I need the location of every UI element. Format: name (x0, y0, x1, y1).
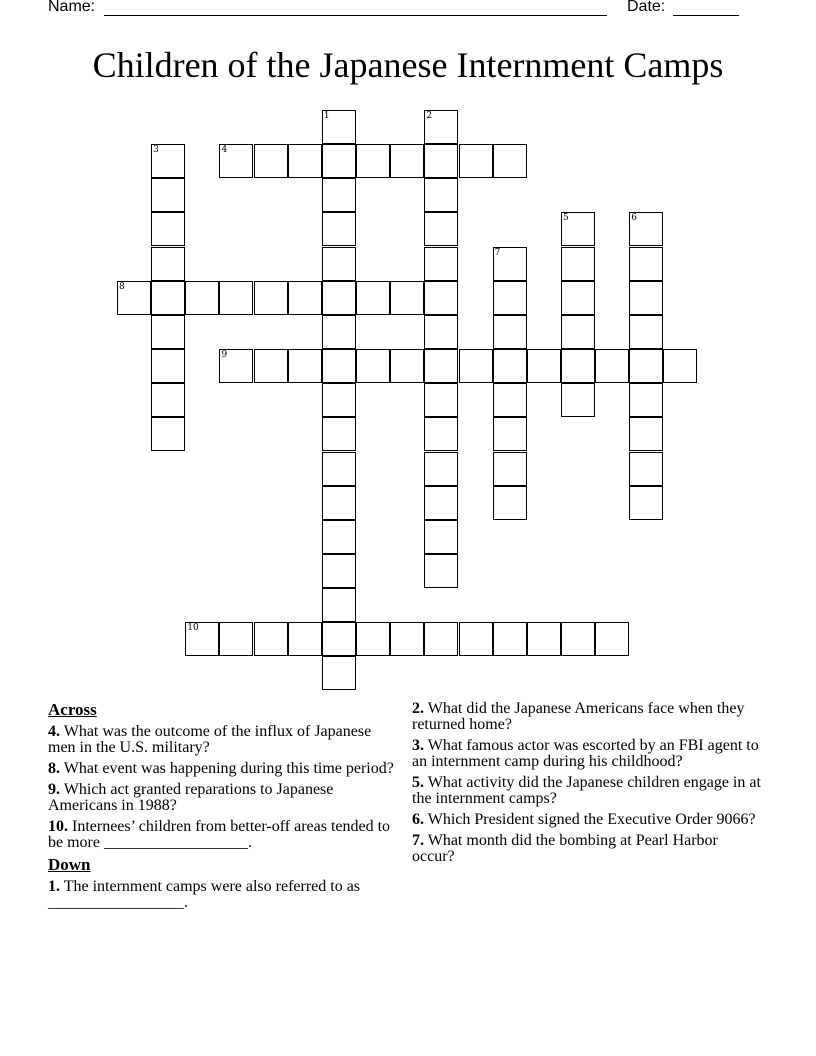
clue-number: 1. (48, 878, 60, 895)
grid-cell[interactable] (493, 247, 527, 281)
grid-cell[interactable] (390, 281, 424, 315)
grid-cell[interactable] (254, 144, 288, 178)
clue-number-label: 5 (562, 213, 569, 224)
grid-cell[interactable] (629, 212, 663, 246)
clue-text: What was the outcome of the influx of Japanese men in the U.S. military? (48, 723, 372, 756)
clue-text: What month did the bombing at Pearl Harbor occur? (412, 832, 718, 865)
clue-number-label: 1 (323, 111, 330, 121)
grid-cell[interactable] (561, 349, 595, 383)
grid-cell[interactable] (151, 144, 185, 178)
clue-number-label: 8 (119, 281, 125, 292)
clue-number-label: 10 (187, 623, 199, 634)
grid-cell[interactable] (288, 349, 322, 383)
grid-cell[interactable] (561, 383, 595, 417)
grid-cell[interactable] (424, 178, 458, 212)
clue-number-label: 7 (494, 247, 501, 258)
grid-cell[interactable] (595, 349, 629, 383)
grid-cell[interactable] (356, 349, 390, 383)
grid-cell[interactable] (424, 486, 458, 520)
clue-number: 5. (412, 774, 424, 791)
clue-number-label: 6 (631, 213, 637, 224)
grid-cell[interactable] (322, 144, 356, 178)
grid-cell[interactable] (254, 349, 288, 383)
grid-cell[interactable] (561, 247, 595, 281)
clue-text: Which act granted reparations to Japanese Americans in 1988? (48, 781, 334, 814)
grid-cell[interactable] (322, 281, 356, 315)
grid-cell[interactable] (459, 144, 493, 178)
grid-cell[interactable] (459, 349, 493, 383)
date-label: Date: (627, 0, 666, 15)
down-clue-1 (48, 879, 398, 911)
grid-cell[interactable] (629, 417, 663, 451)
clue-number: 2. (412, 700, 424, 717)
grid-cell[interactable] (424, 554, 458, 588)
grid-cell[interactable] (424, 349, 458, 383)
grid-cell[interactable] (629, 452, 663, 486)
grid-cell[interactable] (151, 212, 185, 246)
grid-cell[interactable] (117, 281, 151, 315)
grid-cell[interactable] (424, 520, 458, 554)
grid-cell[interactable] (322, 178, 356, 212)
clue-number-label: 2 (426, 111, 433, 121)
grid-cell[interactable] (629, 349, 663, 383)
grid-cell[interactable] (424, 212, 458, 246)
clue-number: 6. (412, 811, 424, 828)
grid-cell[interactable] (219, 349, 253, 383)
down-clue-5 (412, 775, 762, 807)
grid-cell[interactable] (424, 452, 458, 486)
grid-cell[interactable] (493, 144, 527, 178)
grid-cell[interactable] (151, 315, 185, 349)
grid-cell[interactable] (527, 349, 561, 383)
clue-text: The internment camps were also referred to as _________________. (48, 878, 361, 911)
down-clue-7 (412, 833, 762, 865)
grid-cell[interactable] (288, 622, 322, 656)
across-clue-10 (48, 819, 398, 851)
grid-cell[interactable] (629, 281, 663, 315)
down-clue-2 (412, 701, 762, 733)
grid-cell[interactable] (322, 656, 356, 690)
grid-cell[interactable] (322, 110, 356, 144)
grid-cell[interactable] (185, 622, 219, 656)
grid-cell[interactable] (561, 622, 595, 656)
grid-cell[interactable] (254, 622, 288, 656)
grid-cell[interactable] (424, 383, 458, 417)
clue-number: 3. (412, 737, 424, 754)
clue-number: 10. (48, 818, 68, 835)
grid-cell[interactable] (493, 486, 527, 520)
grid-cell[interactable] (322, 452, 356, 486)
grid-cell[interactable] (219, 281, 253, 315)
grid-cell[interactable] (322, 417, 356, 451)
grid-cell[interactable] (561, 212, 595, 246)
clue-text: Internees’ children from better-off areas tended to be more __________________. (48, 818, 391, 851)
grid-cell[interactable] (151, 383, 185, 417)
clue-number-label: 4 (221, 145, 228, 156)
grid-cell[interactable] (424, 247, 458, 281)
grid-cell[interactable] (561, 315, 595, 349)
grid-cell[interactable] (629, 315, 663, 349)
grid-cell[interactable] (493, 622, 527, 656)
grid-cell[interactable] (629, 486, 663, 520)
down-clue-3 (412, 738, 762, 770)
grid-cell[interactable] (493, 383, 527, 417)
grid-cell[interactable] (629, 247, 663, 281)
clue-number-label: 9 (221, 350, 228, 361)
across-heading: Across (48, 700, 97, 719)
grid-cell[interactable] (356, 622, 390, 656)
grid-cell[interactable] (424, 622, 458, 656)
grid-cell[interactable] (322, 315, 356, 349)
down-clue-6 (412, 812, 762, 828)
name-label: Name: (48, 0, 96, 15)
grid-cell[interactable] (322, 247, 356, 281)
grid-cell[interactable] (629, 383, 663, 417)
grid-cell[interactable] (493, 349, 527, 383)
grid-cell[interactable] (493, 281, 527, 315)
grid-cell[interactable] (151, 247, 185, 281)
grid-cell[interactable] (390, 349, 424, 383)
clue-text: What activity did the Japanese children engage in at the internment camps? (412, 774, 761, 807)
clue-number-label: 3 (153, 145, 159, 156)
clue-text: What famous actor was escorted by an FBI agent to an internment camp during his childhood? (412, 737, 759, 770)
grid-cell[interactable] (424, 144, 458, 178)
grid-cell[interactable] (424, 110, 458, 144)
grid-cell[interactable] (322, 349, 356, 383)
grid-cell[interactable] (322, 588, 356, 622)
grid-cell[interactable] (424, 417, 458, 451)
grid-cell[interactable] (288, 144, 322, 178)
grid-cell[interactable] (663, 349, 697, 383)
grid-cell[interactable] (151, 417, 185, 451)
clue-text: Which President signed the Executive Order 9066? (427, 811, 756, 828)
clue-number: 9. (48, 781, 60, 798)
grid-cell[interactable] (459, 622, 493, 656)
across-clue-8 (48, 761, 398, 777)
grid-cell[interactable] (254, 281, 288, 315)
grid-cell[interactable] (288, 281, 322, 315)
grid-cell[interactable] (390, 144, 424, 178)
grid-cell[interactable] (322, 622, 356, 656)
puzzle-title: Children of the Japanese Internment Camps (92, 45, 724, 85)
grid-cell[interactable] (561, 281, 595, 315)
across-clue-9 (48, 782, 398, 814)
clue-number: 4. (48, 723, 60, 740)
grid-cell[interactable] (322, 486, 356, 520)
clue-text: What event was happening during this time period? (63, 760, 394, 777)
grid-cell[interactable] (322, 212, 356, 246)
grid-cell[interactable] (356, 144, 390, 178)
grid-cell[interactable] (493, 452, 527, 486)
down-heading: Down (48, 855, 91, 874)
clue-number: 7. (412, 832, 424, 849)
grid-cell[interactable] (185, 281, 219, 315)
clues-column-right (412, 701, 762, 870)
grid-cell[interactable] (424, 281, 458, 315)
grid-cell[interactable] (322, 383, 356, 417)
clues-column-left (48, 701, 398, 916)
clue-text: What did the Japanese Americans face when they returned home? (412, 700, 745, 733)
clue-number: 8. (48, 760, 60, 777)
grid-cell[interactable] (595, 622, 629, 656)
grid-cell[interactable] (527, 622, 561, 656)
grid-cell[interactable] (493, 315, 527, 349)
grid-cell[interactable] (151, 281, 185, 315)
grid-cell[interactable] (424, 315, 458, 349)
grid-cell[interactable] (390, 622, 424, 656)
grid-cell[interactable] (493, 417, 527, 451)
grid-cell[interactable] (151, 349, 185, 383)
across-clue-4 (48, 724, 398, 756)
grid-cell[interactable] (322, 554, 356, 588)
grid-cell[interactable] (219, 144, 253, 178)
grid-cell[interactable] (356, 281, 390, 315)
grid-cell[interactable] (219, 622, 253, 656)
grid-cell[interactable] (322, 520, 356, 554)
grid-cell[interactable] (151, 178, 185, 212)
